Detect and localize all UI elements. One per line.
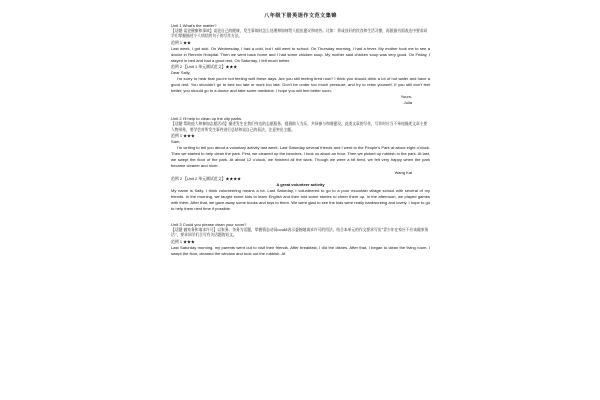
unit2-sample2-title: A great volunteer activity [276,181,325,187]
unit2-task-description: 【话题·帮助他人和参加志愿活动】描述发生在我们身边的志愿服务，提倡助人为乐，共同参与和谐建设。此类文章的写作，写作时应当不单纯描述文章主要人物形象，要学会对所发生事件进行总结和谈自己的看法，注意突出主题。 [171,122,428,132]
unit2-heading: Unit 2 I'll help to clean up the city parks. [171,116,243,122]
unit2-sample1-label: 范例 1 ★★★ [171,133,195,139]
unit1-sample2-text: I'm sorry to hear that you're not feeling well these days. Are you still feeling tired now? I think you should drink a lot of hot water and have a good rest. You shouldn't go to bed too late or work too late. Don't be under too much pressure, and try to relax yourself. If you still don't feel better, you should go to a doctor and take some medicine. I hope you will feel better soon. [171,75,430,94]
unit2-sample1-text: I'm writing to tell you about a voluntary activity last week. Last Saturday several friends and I went to the People's Park at about eight o'clock. Then we started to help clean the park. First, we cleaned up the benches. I took us about an hour. Then we picked up rubbish in the park. At last, we swept the floor of the park. At about 12 o'clock, we finished all the work. Though we were a bit tired, we felt very happy when the park became cleaner and nicer. [171,145,430,169]
unit1-sample2-greeting: Dear Sally, [171,69,191,75]
unit3-sample1-label: 范例 1 ★★★ [171,238,195,244]
unit2-sample1-greeting: Sam, [171,139,181,145]
unit2-sample2-label: 范例 2 【Unit 2 单元测试范文】★★★★ [171,175,242,181]
unit1-heading: Unit 1 What's the matter? [171,23,217,28]
unit1-sample1-label: 范例 1 ★★ [171,39,191,45]
unit3-heading: Unit 3 Could you please clean your room? [171,222,247,228]
unit1-sample2-signature: Julia [403,100,412,106]
unit1-sample2-label: 范例 2 【Unit 1 单元测试范文】★★★ [171,63,238,69]
unit3-sample1-text: Last Saturday morning, my parents went out to visit their friends. After breakfast, I did the dishes. After that, I began to clean the living room. I swept the floor, cleaned the window and took out the rubbish. At [171,244,430,256]
unit3-task-description: 【话题·做家务和请求许可】以家务、杂务为话题，掌握情态动词could表示委婉地请求许可的用法，结合本单元的作文要求写出“青少年在家应不应该做家务活”，要求同学们合写有关话题的短文。 [171,228,429,238]
document-title: 八年级下册英语作文范文集锦 [264,13,337,19]
unit1-task-description: 【话题·谈论健康和事故】谈论自己的健康，发生事故时怎么处理和如何给人提出建议和劝告。比如：养成良好的饮食和生活习惯，再根据书面表达中要求同学们掌握描述个人病状的句子的写作方法。 [171,29,428,39]
unit1-sample1-text: Last week, I got sick. On Wednesday, I had a cold, but I still went to school. On Thursday morning, I had a fever. My mother took me to see a doctor in Renmin Hospital. Then we went back home and I had some chicken soup. My mother said chicken soup was very good. On Friday, I stayed in bed and had a good rest. On Saturday, I felt much better. [171,45,430,63]
unit2-sample2-text: My name is Sally. I think volunteering means a lot. Last Saturday, I volunteered to go to a poor mountain village school with several of my friends. In the morning, we taught some kids to learn English and then told some stories to cheer them up. In the afternoon, we played games with them. After that, we gave away some books and toys to them. We were glad to see the kids were really hardworking and lovely. I hope to go to help them next time if possible. [171,187,430,211]
unit1-sample2-closing: Yours, [400,94,412,100]
unit2-sample1-signature: Wang Kai [394,169,412,175]
document-page [171,12,430,400]
